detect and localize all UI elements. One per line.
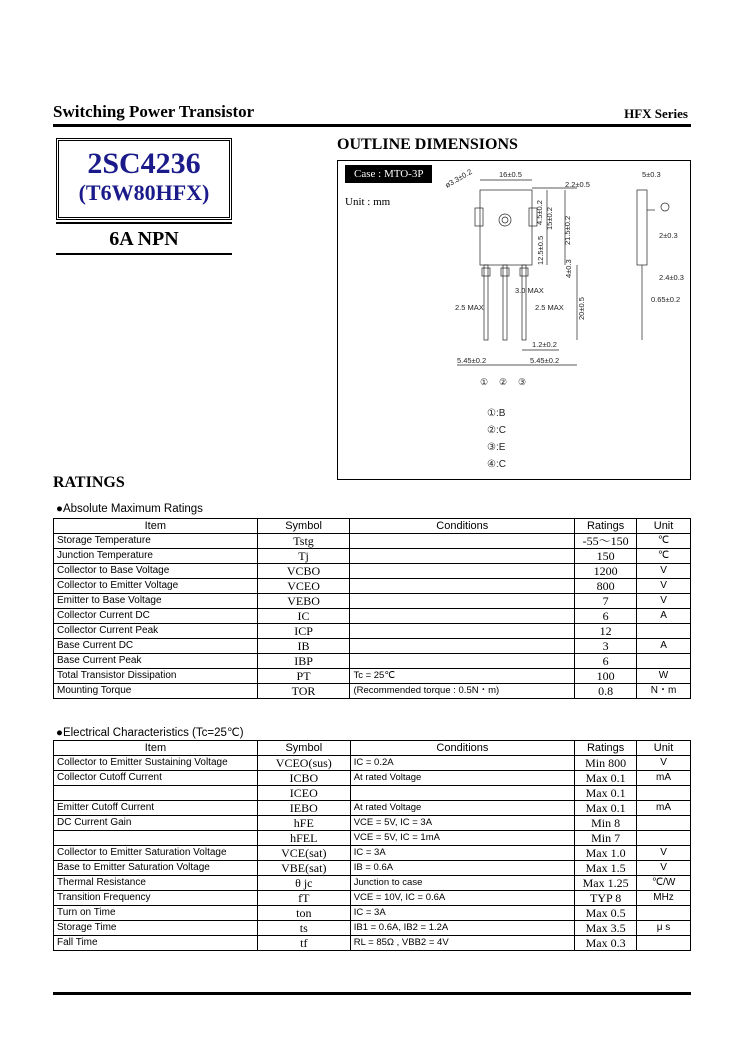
abs-max-table bbox=[53, 518, 691, 699]
elec-row bbox=[54, 831, 691, 846]
col-conditions: Conditions bbox=[350, 741, 574, 756]
elec-condition-cell: VCE = 5V, IC = 3A bbox=[350, 816, 574, 831]
elec-symbol-cell: ICEO bbox=[257, 786, 350, 801]
abs-item-cell: Base Current Peak bbox=[54, 654, 258, 669]
header-rule bbox=[53, 124, 691, 127]
dim-label-14: 2.5 MAX bbox=[535, 303, 564, 312]
elec-row bbox=[54, 816, 691, 831]
col-item: Item bbox=[54, 519, 258, 534]
abs-unit-cell bbox=[637, 624, 691, 639]
elec-item-cell bbox=[54, 786, 258, 801]
elec-rating-cell: Max 0.3 bbox=[575, 936, 637, 951]
abs-condition-cell bbox=[350, 654, 575, 669]
pin-label-1: ① bbox=[480, 377, 489, 387]
abs-condition-cell bbox=[350, 639, 575, 654]
abs-row bbox=[54, 639, 691, 654]
dim-label-5: 15±0.2 bbox=[545, 207, 554, 230]
unit-label: Unit : mm bbox=[345, 196, 391, 208]
abs-row bbox=[54, 534, 691, 549]
elec-row bbox=[54, 771, 691, 786]
elec-row bbox=[54, 846, 691, 861]
abs-rating-cell: 12 bbox=[575, 624, 637, 639]
document-title: Switching Power Transistor bbox=[53, 102, 255, 121]
abs-unit-cell: A bbox=[637, 639, 691, 654]
outline-title: OUTLINE DIMENSIONS bbox=[337, 136, 518, 153]
elec-row bbox=[54, 861, 691, 876]
elec-unit-cell bbox=[637, 786, 691, 801]
dim-label-11: 3.0 MAX bbox=[515, 286, 544, 295]
dim-label-16: 0.65±0.2 bbox=[651, 295, 681, 304]
abs-condition-cell bbox=[350, 609, 575, 624]
part-number: 2SC4236 bbox=[87, 147, 201, 180]
abs-rating-cell: 1200 bbox=[575, 564, 637, 579]
elec-row bbox=[54, 921, 691, 936]
elec-unit-cell bbox=[637, 831, 691, 846]
abs-symbol-cell: TOR bbox=[257, 684, 350, 699]
abs-condition-cell bbox=[350, 594, 575, 609]
elec-rating-cell: Max 0.5 bbox=[575, 906, 637, 921]
elec-condition-cell: RL = 85Ω , VBB2 = 4V bbox=[350, 936, 574, 951]
elec-symbol-cell: VCE(sat) bbox=[257, 846, 350, 861]
elec-item-cell: Collector Cutoff Current bbox=[54, 771, 258, 786]
elec-rating-cell: Min 800 bbox=[575, 756, 637, 771]
elec-row bbox=[54, 906, 691, 921]
pin4-circle bbox=[661, 203, 669, 211]
elec-row bbox=[54, 801, 691, 816]
footer-rule bbox=[53, 992, 691, 995]
pin-legend-1: ①:B bbox=[487, 408, 506, 419]
package-body bbox=[480, 190, 532, 265]
dim-label-19: 5.45±0.2 bbox=[530, 356, 560, 365]
elec-symbol-cell: ICBO bbox=[257, 771, 350, 786]
col-symbol: Symbol bbox=[257, 519, 350, 534]
elec-item-cell: Storage Time bbox=[54, 921, 258, 936]
elec-row bbox=[54, 876, 691, 891]
dim-label-8: 4.5±0.2 bbox=[535, 200, 544, 225]
abs-symbol-cell: IC bbox=[257, 609, 350, 624]
col-symbol: Symbol bbox=[257, 741, 350, 756]
col-unit: Unit bbox=[637, 519, 691, 534]
abs-item-cell: Emitter to Base Voltage bbox=[54, 594, 258, 609]
col-conditions: Conditions bbox=[350, 519, 575, 534]
abs-rating-cell: 3 bbox=[575, 639, 637, 654]
elec-unit-cell bbox=[637, 816, 691, 831]
elec-condition-cell: IB1 = 0.6A, IB2 = 1.2A bbox=[350, 921, 574, 936]
abs-item-cell: Collector to Emitter Voltage bbox=[54, 579, 258, 594]
abs-unit-cell: V bbox=[637, 594, 691, 609]
abs-row bbox=[54, 669, 691, 684]
abs-item-cell: Base Current DC bbox=[54, 639, 258, 654]
elec-condition-cell: At rated Voltage bbox=[350, 771, 574, 786]
abs-rating-cell: 800 bbox=[575, 579, 637, 594]
abs-rating-cell: 6 bbox=[575, 609, 637, 624]
abs-row bbox=[54, 654, 691, 669]
abs-row bbox=[54, 549, 691, 564]
elec-symbol-cell: IEBO bbox=[257, 801, 350, 816]
abs-rating-cell: 7 bbox=[575, 594, 637, 609]
elec-item-cell: Emitter Cutoff Current bbox=[54, 801, 258, 816]
abs-unit-cell: A bbox=[637, 609, 691, 624]
elec-condition-cell: VCE = 5V, IC = 1mA bbox=[350, 831, 574, 846]
elec-char-title: ●Electrical Characteristics (Tc=25℃) bbox=[56, 727, 244, 739]
elec-unit-cell: MHz bbox=[637, 891, 691, 906]
abs-rating-cell: -55～150 bbox=[575, 534, 637, 549]
dim-label-6: 21.5±0.2 bbox=[563, 215, 572, 245]
elec-header-row bbox=[54, 741, 691, 756]
abs-condition-cell bbox=[350, 624, 575, 639]
elec-char-table bbox=[53, 740, 691, 951]
abs-item-cell: Junction Temperature bbox=[54, 549, 258, 564]
lead-2-shoulder bbox=[501, 268, 509, 276]
abs-condition-cell bbox=[350, 534, 575, 549]
elec-item-cell: Fall Time bbox=[54, 936, 258, 951]
abs-symbol-cell: IBP bbox=[257, 654, 350, 669]
abs-rating-cell: 0.8 bbox=[575, 684, 637, 699]
pin-label-3: ③ bbox=[518, 377, 527, 387]
part-number-box bbox=[56, 138, 232, 220]
elec-symbol-cell: ts bbox=[257, 921, 350, 936]
elec-unit-cell: μ s bbox=[637, 921, 691, 936]
pin-legend-3: ③:E bbox=[487, 442, 506, 453]
elec-rating-cell: Max 1.25 bbox=[575, 876, 637, 891]
dim-label-10: 4±0.3 bbox=[564, 259, 573, 278]
elec-item-cell: Base to Emitter Saturation Voltage bbox=[54, 861, 258, 876]
elec-condition-cell: IC = 3A bbox=[350, 906, 574, 921]
pin-legend-2: ②:C bbox=[487, 425, 506, 436]
abs-condition-cell: (Recommended torque : 0.5N・m) bbox=[350, 684, 575, 699]
abs-symbol-cell: ICP bbox=[257, 624, 350, 639]
lead-1-shoulder bbox=[482, 268, 490, 276]
tab-left bbox=[475, 208, 483, 226]
abs-item-cell: Total Transistor Dissipation bbox=[54, 669, 258, 684]
elec-symbol-cell: VBE(sat) bbox=[257, 861, 350, 876]
col-ratings: Ratings bbox=[575, 741, 637, 756]
elec-row bbox=[54, 786, 691, 801]
elec-unit-cell: mA bbox=[637, 801, 691, 816]
case-label: Case : MTO-3P bbox=[345, 165, 432, 183]
elec-rating-cell: Max 0.1 bbox=[575, 801, 637, 816]
elec-symbol-cell: hFEL bbox=[257, 831, 350, 846]
elec-rating-cell: Max 1.0 bbox=[575, 846, 637, 861]
abs-unit-cell: W bbox=[637, 669, 691, 684]
abs-symbol-cell: VEBO bbox=[257, 594, 350, 609]
elec-condition-cell: IB = 0.6A bbox=[350, 861, 574, 876]
elec-unit-cell: V bbox=[637, 846, 691, 861]
elec-rating-cell: Max 3.5 bbox=[575, 921, 637, 936]
abs-row bbox=[54, 579, 691, 594]
abs-item-cell: Collector Current DC bbox=[54, 609, 258, 624]
abs-symbol-cell: Tstg bbox=[257, 534, 350, 549]
abs-item-cell: Collector to Base Voltage bbox=[54, 564, 258, 579]
col-unit: Unit bbox=[637, 741, 691, 756]
abs-rating-cell: 150 bbox=[575, 549, 637, 564]
col-item: Item bbox=[54, 741, 258, 756]
dim-label-3: 5±0.3 bbox=[642, 170, 661, 179]
abs-max-title: ●Absolute Maximum Ratings bbox=[56, 503, 203, 515]
elec-rating-cell: TYP 8 bbox=[575, 891, 637, 906]
abs-condition-cell bbox=[350, 549, 575, 564]
col-ratings: Ratings bbox=[575, 519, 637, 534]
dim-label-12: 2.4±0.3 bbox=[659, 273, 684, 282]
elec-unit-cell bbox=[637, 906, 691, 921]
abs-symbol-cell: VCEO bbox=[257, 579, 350, 594]
abs-unit-cell bbox=[637, 654, 691, 669]
dim-label-4: ø3.3±0.2 bbox=[443, 167, 474, 190]
elec-item-cell bbox=[54, 831, 258, 846]
elec-item-cell: Collector to Emitter Saturation Voltage bbox=[54, 846, 258, 861]
abs-symbol-cell: IB bbox=[257, 639, 350, 654]
pin-label-2: ② bbox=[499, 377, 508, 387]
elec-row bbox=[54, 756, 691, 771]
series-label: HFX Series bbox=[624, 106, 688, 121]
elec-symbol-cell: fT bbox=[257, 891, 350, 906]
elec-item-cell: Collector to Emitter Sustaining Voltage bbox=[54, 756, 258, 771]
abs-row bbox=[54, 684, 691, 699]
dim-label-7: 12.5±0.5 bbox=[536, 235, 545, 265]
abs-row bbox=[54, 624, 691, 639]
elec-unit-cell: V bbox=[637, 756, 691, 771]
part-type: 6A NPN bbox=[56, 222, 232, 255]
elec-unit-cell: V bbox=[637, 861, 691, 876]
dim-label-17: 1.2±0.2 bbox=[532, 340, 557, 349]
elec-rating-cell: Min 8 bbox=[575, 816, 637, 831]
elec-item-cell: DC Current Gain bbox=[54, 816, 258, 831]
mounting-hole-inner bbox=[502, 217, 508, 223]
abs-item-cell: Storage Temperature bbox=[54, 534, 258, 549]
elec-rating-cell: Min 7 bbox=[575, 831, 637, 846]
abs-rating-cell: 6 bbox=[575, 654, 637, 669]
elec-symbol-cell: ton bbox=[257, 906, 350, 921]
elec-item-cell: Thermal Resistance bbox=[54, 876, 258, 891]
elec-condition-cell bbox=[350, 786, 574, 801]
elec-symbol-cell: hFE bbox=[257, 816, 350, 831]
outline-drawing bbox=[337, 160, 691, 480]
abs-item-cell: Mounting Torque bbox=[54, 684, 258, 699]
part-alt-number: (T6W80HFX) bbox=[78, 180, 210, 205]
elec-condition-cell: IC = 3A bbox=[350, 846, 574, 861]
abs-row bbox=[54, 609, 691, 624]
elec-condition-cell: At rated Voltage bbox=[350, 801, 574, 816]
elec-condition-cell: IC = 0.2A bbox=[350, 756, 574, 771]
abs-unit-cell: V bbox=[637, 579, 691, 594]
elec-item-cell: Transition Frequency bbox=[54, 891, 258, 906]
abs-unit-cell: V bbox=[637, 564, 691, 579]
elec-rating-cell: Max 0.1 bbox=[575, 786, 637, 801]
elec-unit-cell: mA bbox=[637, 771, 691, 786]
dim-label-9: 2±0.3 bbox=[659, 231, 678, 240]
mounting-hole bbox=[499, 214, 511, 226]
abs-header-row bbox=[54, 519, 691, 534]
dim-label-15: 20±0.5 bbox=[577, 297, 586, 320]
elec-row bbox=[54, 891, 691, 906]
dim-label-1: 16±0.5 bbox=[499, 170, 522, 179]
side-view-body bbox=[637, 190, 647, 265]
dim-label-18: 5.45±0.2 bbox=[457, 356, 487, 365]
abs-condition-cell bbox=[350, 579, 575, 594]
abs-condition-cell bbox=[350, 564, 575, 579]
elec-symbol-cell: tf bbox=[257, 936, 350, 951]
lead-3-shoulder bbox=[520, 268, 528, 276]
abs-unit-cell: ℃ bbox=[637, 534, 691, 549]
elec-unit-cell: ℃/W bbox=[637, 876, 691, 891]
elec-unit-cell bbox=[637, 936, 691, 951]
elec-condition-cell: Junction to case bbox=[350, 876, 574, 891]
elec-symbol-cell: θ jc bbox=[257, 876, 350, 891]
abs-row bbox=[54, 594, 691, 609]
elec-row bbox=[54, 936, 691, 951]
pin-legend-4: ④:C bbox=[487, 459, 506, 470]
abs-symbol-cell: Tj bbox=[257, 549, 350, 564]
elec-symbol-cell: VCEO(sus) bbox=[257, 756, 350, 771]
elec-rating-cell: Max 0.1 bbox=[575, 771, 637, 786]
abs-unit-cell: N・m bbox=[637, 684, 691, 699]
abs-unit-cell: ℃ bbox=[637, 549, 691, 564]
dim-label-13: 2.5 MAX bbox=[455, 303, 484, 312]
abs-symbol-cell: VCBO bbox=[257, 564, 350, 579]
abs-symbol-cell: PT bbox=[257, 669, 350, 684]
elec-condition-cell: VCE = 10V, IC = 0.6A bbox=[350, 891, 574, 906]
abs-item-cell: Collector Current Peak bbox=[54, 624, 258, 639]
elec-item-cell: Turn on Time bbox=[54, 906, 258, 921]
abs-row bbox=[54, 564, 691, 579]
abs-condition-cell: Tc = 25℃ bbox=[350, 669, 575, 684]
abs-rating-cell: 100 bbox=[575, 669, 637, 684]
elec-rating-cell: Max 1.5 bbox=[575, 861, 637, 876]
dim-label-2: 2.2±0.5 bbox=[565, 180, 590, 189]
ratings-title: RATINGS bbox=[53, 474, 125, 491]
